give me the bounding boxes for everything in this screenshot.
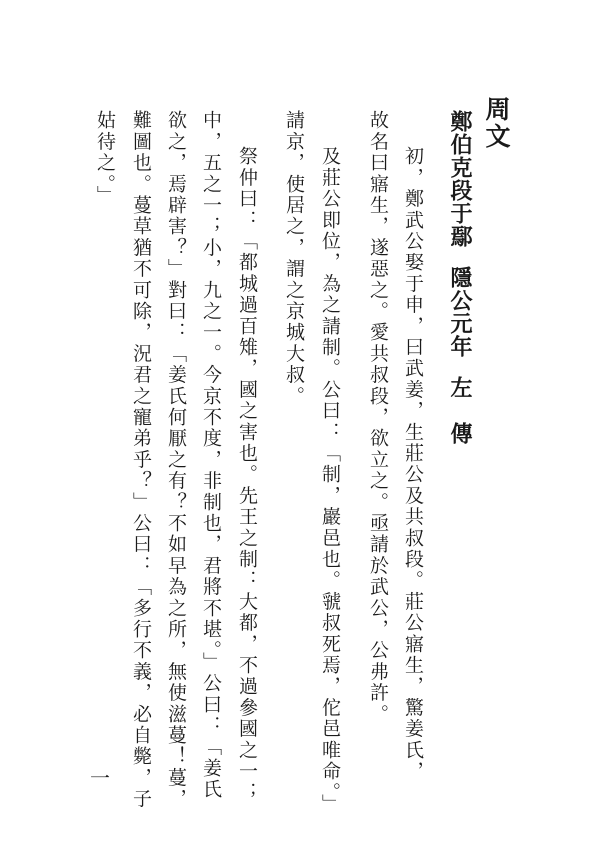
article-source: 左 傳 bbox=[447, 376, 473, 445]
text-column: 故名曰寤生，遂惡之。愛共叔段，欲立之。亟請於武公，公弗許。 bbox=[367, 110, 389, 725]
article-heading bbox=[449, 110, 471, 445]
text-column: 姑待之。」 bbox=[94, 110, 116, 207]
text-column: 欲之，焉辟害？」對曰：「姜氏何厭之有？不如早為之所，無使滋蔓！蔓， bbox=[165, 110, 187, 810]
page-number: 一 bbox=[90, 766, 110, 790]
text-column: 初，鄭武公娶于申，曰武姜，生莊公及共叔段。莊公寤生，驚姜氏， bbox=[402, 146, 424, 782]
article-year: 隱公元年 bbox=[447, 266, 473, 358]
text-column: 請京，使居之，謂之京城大叔。 bbox=[283, 110, 305, 407]
text-column: 中，五之一；小，九之一。今京不度，非制也，君將不堪。」公曰：「姜氏 bbox=[200, 110, 222, 801]
text-column: 及莊公即位，為之請制。公曰：「制，巖邑也。虢叔死焉，佗邑唯命。」 bbox=[319, 146, 341, 815]
text-column: 難圖也。蔓草猶不可除，況君之寵弟乎？」公曰：「多行不義，必自斃，子 bbox=[130, 110, 152, 810]
chapter-title: 周文 bbox=[482, 96, 511, 150]
text-column: 祭仲曰：「都城過百雉，國之害也。先王之制：大都，不過參國之一； bbox=[236, 146, 258, 804]
article-title: 鄭伯克段于鄢 bbox=[447, 110, 473, 248]
